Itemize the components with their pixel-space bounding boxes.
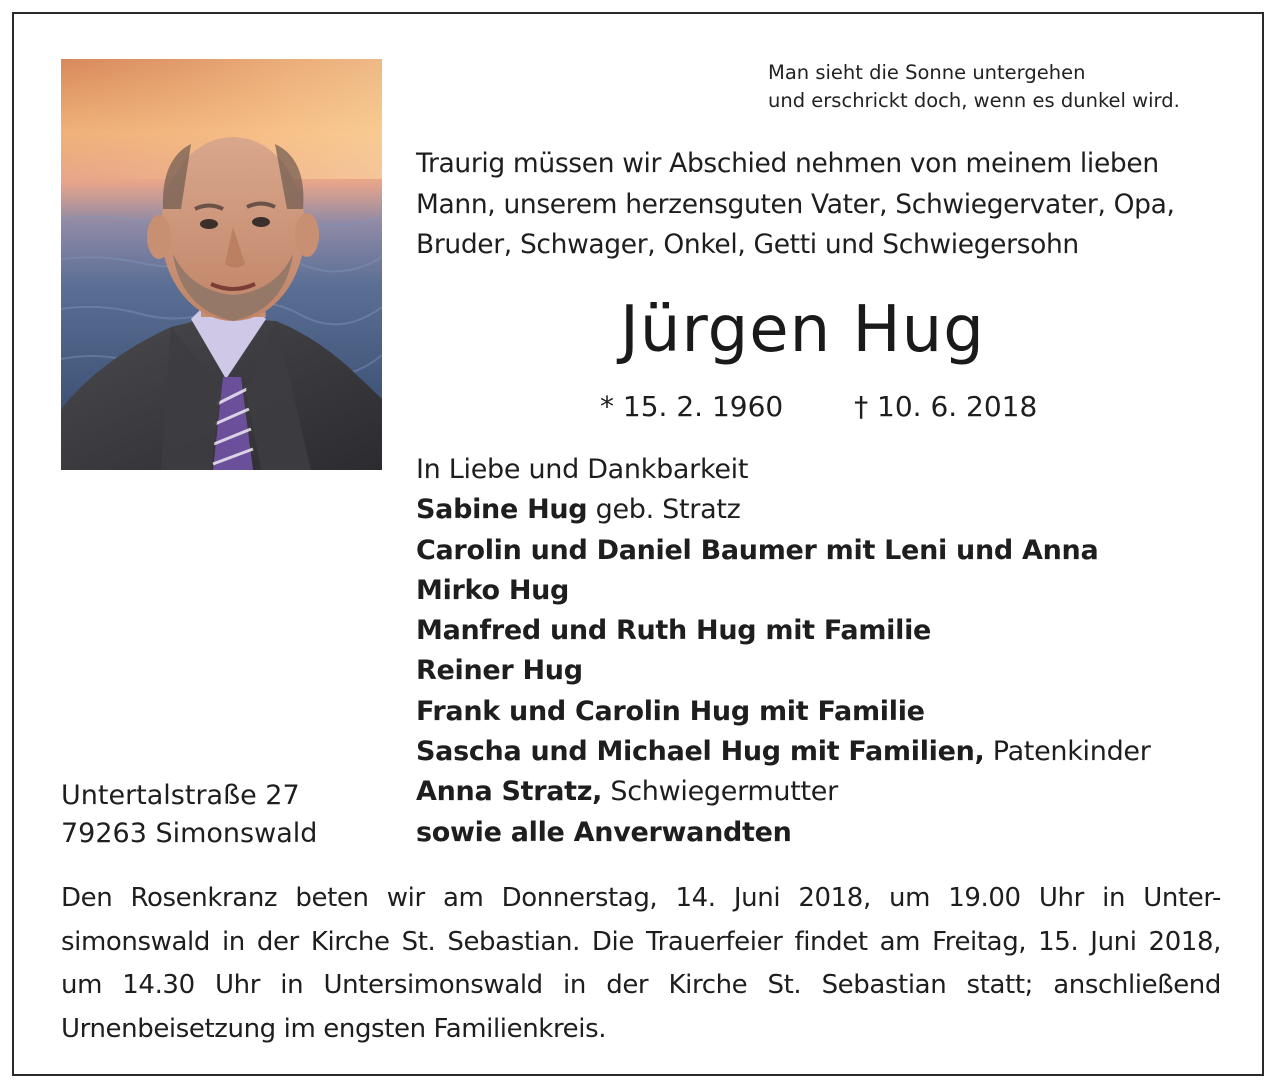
quote [768, 59, 1238, 115]
mourner-line [416, 651, 1256, 691]
notice-line-3: um 14.30 Uhr in Untersimonswald in der Kirche St. Sebastian statt; anschließend [61, 970, 1221, 1000]
notice-line-1: Den Rosenkranz beten wir am Donnerstag, 14. Juni 2018, um 19.00 Uhr in Unter- [61, 883, 1221, 913]
mourner-name: sowie alle Anverwandten [416, 816, 792, 848]
address-block [61, 777, 317, 853]
mourner-name: Manfred und Ruth Hug mit Familie [416, 615, 932, 647]
birth-date: * 15. 2. 1960 [600, 390, 784, 423]
mourner-name: Sabine Hug [416, 494, 588, 526]
service-notice [61, 877, 1221, 1051]
address-city: 79263 Simonswald [61, 818, 318, 849]
notice-line-2: simonswald in der Kirche St. Sebastian. Die Trauerfeier findet am Freitag, 15. Juni 2018, [61, 926, 1221, 957]
mourner-name: Sascha und Michael Hug mit Familien, [416, 736, 985, 768]
quote-line-1: Man sieht die Sonne untergehen [768, 61, 1086, 84]
mourner-name: Carolin und Daniel Baumer mit Leni und Anna [416, 534, 1099, 566]
deceased-name: Jürgen Hug [620, 293, 985, 367]
intro-text [416, 144, 1246, 266]
mourner-note: Schwiegermutter [602, 776, 838, 808]
life-dates [600, 389, 1037, 425]
mourner-name: Mirko Hug [416, 574, 570, 606]
mourner-name: Anna Stratz, [416, 776, 603, 808]
address-street: Untertalstraße 27 [61, 780, 300, 811]
intro-line-2: Mann, unserem herzensguten Vater, Schwiegervater, Opa, [416, 188, 1175, 220]
mourners-list [416, 450, 1256, 853]
mourner-line [416, 531, 1256, 571]
mourner-line [416, 772, 1256, 812]
obituary-frame [12, 12, 1264, 1076]
death-date: † 10. 6. 2018 [854, 390, 1038, 423]
mourner-line [416, 611, 1256, 651]
intro-line-1: Traurig müssen wir Abschied nehmen von meinem lieben [416, 148, 1159, 179]
mourner-line [416, 692, 1256, 732]
mourner-line [416, 813, 1256, 853]
mourner-note: geb. Stratz [587, 494, 741, 526]
mourner-note: Patenkinder [984, 736, 1151, 768]
intro-line-3: Bruder, Schwager, Onkel, Getti und Schwiegersohn [416, 229, 1079, 260]
mourner-name: Reiner Hug [416, 655, 583, 687]
mourner-name: Frank und Carolin Hug mit Familie [416, 695, 925, 727]
mourner-line [416, 490, 1256, 530]
quote-line-2: und erschrickt doch, wenn es dunkel wird. [768, 89, 1180, 112]
mourner-line [416, 571, 1256, 611]
notice-line-4: Urnenbeisetzung im engsten Familienkreis. [61, 1013, 607, 1044]
mourner-line [416, 732, 1256, 772]
mourners-heading: In Liebe und Dankbarkeit [416, 454, 749, 485]
portrait-photo [61, 59, 382, 470]
